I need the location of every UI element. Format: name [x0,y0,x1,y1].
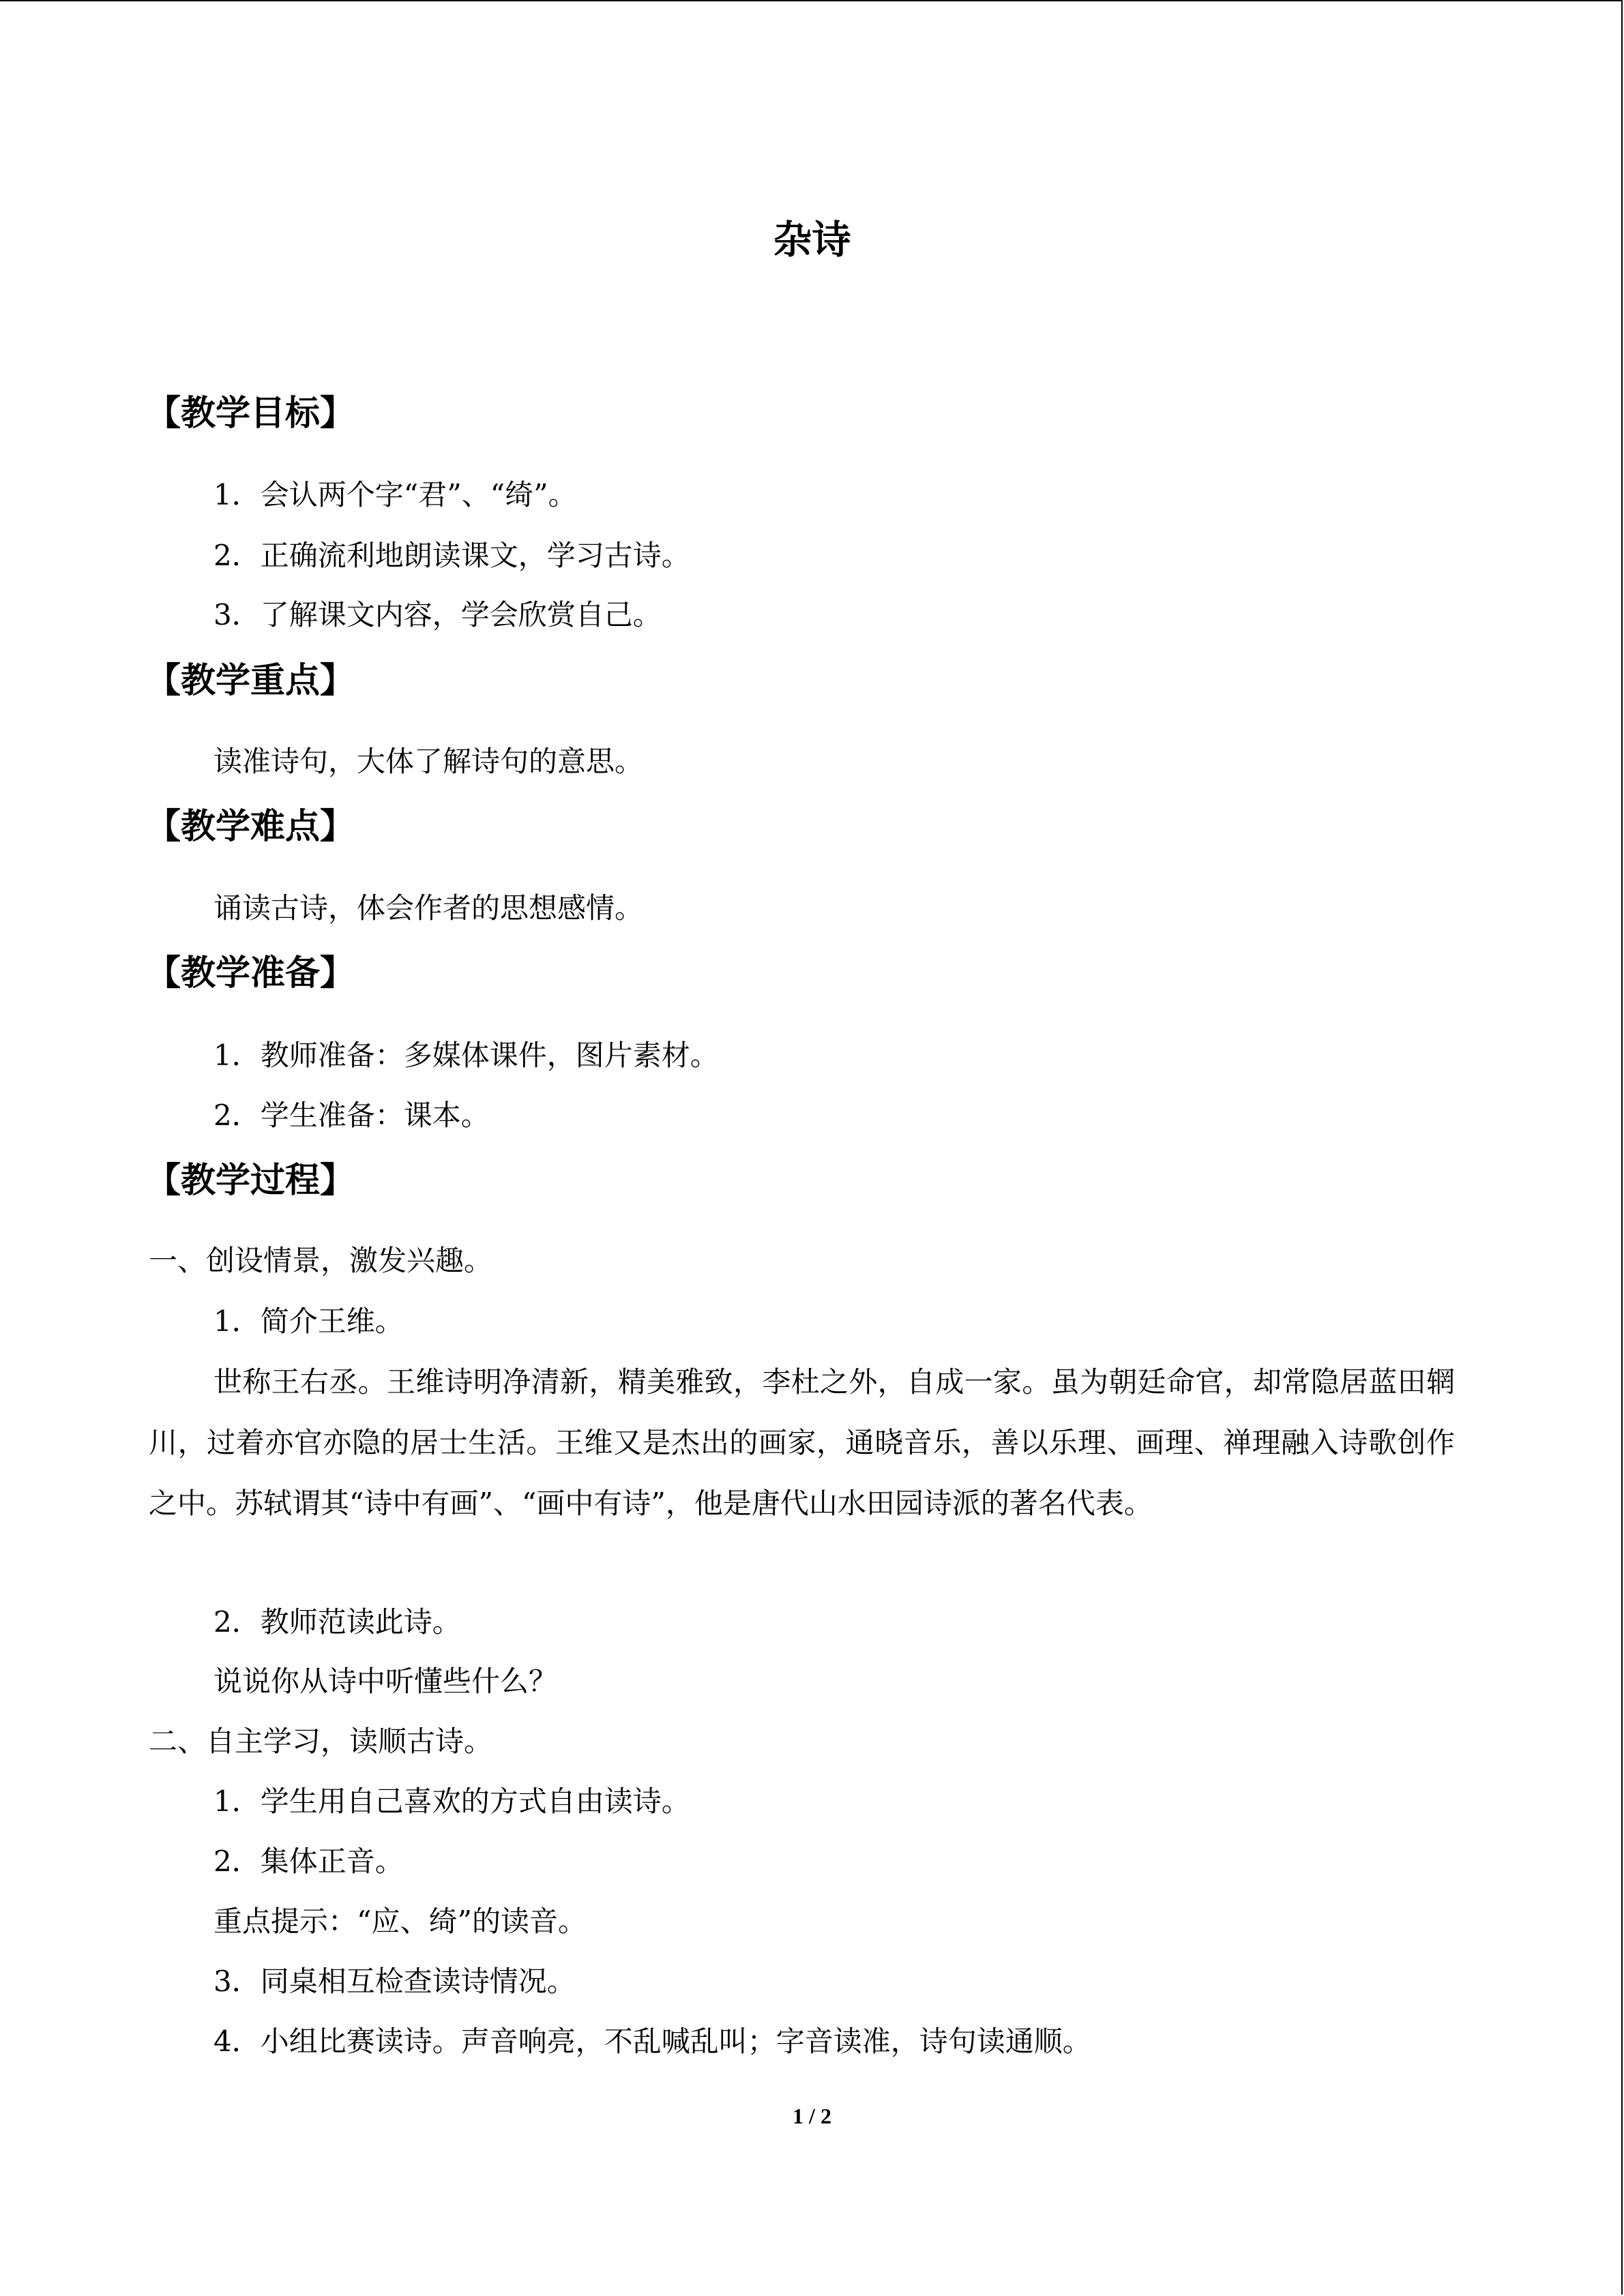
heading-teaching-goals: 【教学目标】 [146,393,355,434]
goal-item-1: 1．会认两个字“君”、“绮”。 [213,478,577,511]
process-part1-title: 一、创设情景，激发兴趣。 [149,1244,493,1277]
wang-wei-paragraph: 世称王右丞。王维诗明净清新，精美雅致，李杜之外，自成一家。虽为朝廷命官，却常隐居蓝田辋川，过着亦官亦隐的居士生活。王维又是杰出的画家，通晓音乐，善以乐理、画理、禅理融入诗歌创作之中。苏轼谓其“诗中有画”、“画中有诗”，他是唐代山水田园诗派的著名代表。 [149,1365,1455,1520]
process-part1-item2: 2．教师范读此诗。 [213,1605,461,1639]
goal-item-3: 3．了解课文内容，学会欣赏自己。 [213,598,662,631]
process-part2-title: 二、自主学习，读顺古诗。 [149,1725,493,1758]
heading-key-points: 【教学重点】 [146,661,355,701]
preparation-item-1: 1．教师准备：多媒体课件，图片素材。 [213,1039,719,1072]
page-number: 1 / 2 [793,2104,831,2128]
process-part2-item3: 3．同桌相互检查读诗情况。 [213,1965,576,1998]
key-points-text: 读准诗句，大体了解诗句的意思。 [213,745,644,778]
heading-process: 【教学过程】 [146,1161,355,1201]
heading-preparation: 【教学准备】 [146,953,355,994]
process-part2-item4: 4．小组比赛读诗。声音响亮，不乱喊乱叫；字音读准，诗句读通顺。 [213,2025,1091,2058]
process-part2-item2: 2．集体正音。 [213,1845,404,1878]
preparation-item-2: 2．学生准备：课本。 [213,1099,490,1132]
process-part1-question: 说说你从诗中听懂些什么？ [213,1665,558,1698]
goal-item-2: 2．正确流利地朗读课文，学习古诗。 [213,539,690,572]
process-part2-hint: 重点提示：“应、绮”的读音。 [213,1905,587,1938]
process-part2-item1: 1．学生用自己喜欢的方式自由读诗。 [213,1785,690,1818]
page-title: 杂诗 [773,218,851,263]
difficulties-text: 诵读古诗，体会作者的思想感情。 [213,891,644,925]
process-part1-item1: 1．简介王维。 [213,1304,404,1338]
heading-difficulties: 【教学难点】 [146,807,355,847]
